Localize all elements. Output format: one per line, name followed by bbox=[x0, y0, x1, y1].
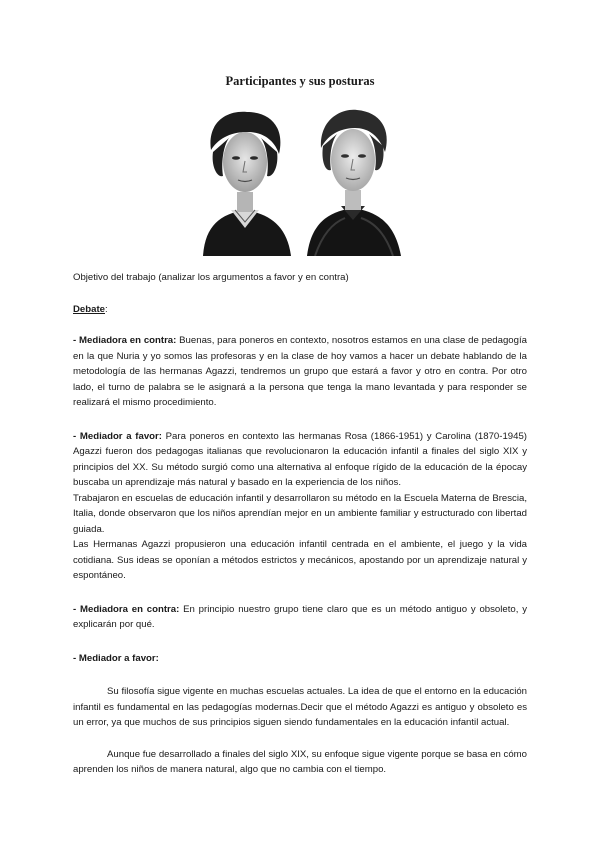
debate-heading: Debate: bbox=[73, 303, 108, 315]
paragraph-mediador-1: - Mediador a favor: Para poneros en contexto las hermanas Rosa (1866-1951) y Carolina (1870-1945) Agazzi fueron dos pedagogas italianas que revolucionaron la educación infantil a finales del siglo XIX y principios del XX. Su método surgió como una alternativa al enfoque rígido de la educación de la épocay buscaba un aprendizaje más natural y basado en la experiencia de los niños. bbox=[73, 430, 527, 488]
paragraph-mediador-2b: Aunque fue desarrollado a finales del siglo XIX, su enfoque sigue vigente porque se basa en cómo aprenden los niños de manera natural, algo que no cambia con el tiempo. bbox=[73, 748, 527, 775]
paragraph-mediadora-1: - Mediadora en contra: Buenas, para poneros en contexto, nosotros estamos en una clase de pedagogía en la que Nuria y yo somos las profesoras y en la clase de hoy vamos a hacer un debate hablando de la metodología de las hermanas Agazzi, tendremos un grupo que estará a favor y otro en contra. Por otro lado, el turno de palabra se le asignará a la persona que tenga la mano levantada y para responder se realizará el mismo procedimiento. bbox=[73, 335, 527, 408]
paragraph-mediadora-2: - Mediadora en contra: En principio nuestro grupo tiene claro que es un método antiguo y obsoleto, y explicarán por qué. bbox=[73, 603, 527, 630]
portrait-carolina bbox=[307, 110, 401, 256]
portrait-rosa bbox=[203, 112, 291, 256]
portrait-illustration bbox=[195, 106, 405, 256]
document-body bbox=[73, 270, 527, 778]
speaker-label: - Mediador a favor: bbox=[73, 430, 162, 442]
speaker-mediador-2: - Mediador a favor: bbox=[73, 652, 159, 664]
speaker-label: - Mediadora en contra: bbox=[73, 603, 180, 615]
paragraph-mediador-1b: Trabajaron en escuelas de educación infantil y desarrollaron su método en la Escuela Materna de Brescia, Italia, donde observaron que los niños aprendían mejor en un ambiente familiar y estructurado con libertad guiada. bbox=[73, 492, 527, 535]
speaker-label: - Mediadora en contra: bbox=[73, 335, 177, 346]
paragraph-mediador-2a: Su filosofía sigue vigente en muchas escuelas actuales. La idea de que el entorno en la educación infantil es fundamental en las pedagogías modernas.Decir que el método Agazzi es antiguo y obsoleto es un error, ya que muchos de sus principios siguen siendo fundamentales en la educación infantil actual. bbox=[73, 686, 527, 728]
objective-line: Objetivo del trabajo (analizar los argumentos a favor y en contra) bbox=[73, 272, 349, 283]
paragraph-mediador-1c: Las Hermanas Agazzi propusieron una educación infantil centrada en el ambiente, el juego y la vida cotidiana. Sus ideas se oponían a métodos estrictos y mecánicos, apostando por un aprendizaje natural y espontáneo. bbox=[73, 539, 527, 581]
agazzi-sisters-photos bbox=[195, 106, 405, 256]
page-title: Participantes y sus posturas bbox=[225, 74, 375, 88]
